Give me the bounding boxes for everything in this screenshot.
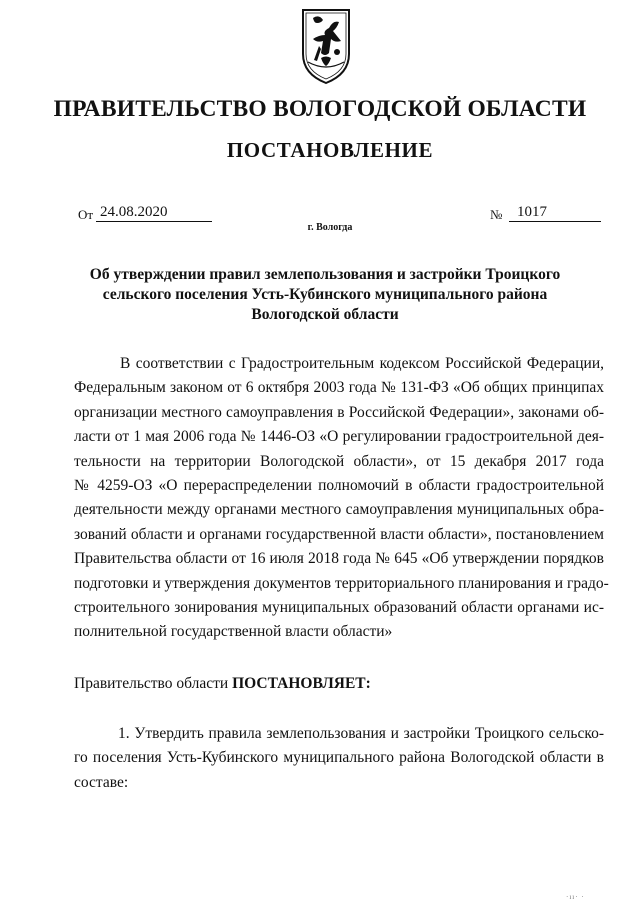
decree-statement [74, 675, 371, 693]
text-line: деятельности между органами местного самоуправления муниципальных обра- [74, 501, 604, 519]
text-line: № 4259-ОЗ «О перераспределении полномочий в области градостроительной [74, 477, 604, 495]
document-date: 24.08.2020 [96, 204, 212, 222]
decree-word: ПОСТАНОВЛЯЕТ: [232, 675, 371, 692]
document-subject [60, 265, 590, 325]
subject-line: Об утверждении правил землепользования и застройки Троицкого [89, 266, 561, 283]
vologda-coat-of-arms-icon [299, 6, 353, 86]
text-line: полнительной государственной власти области» [74, 623, 393, 641]
date-label: От [78, 207, 94, 222]
subject-line: сельского поселения Усть-Кубинского муниципального района [102, 286, 548, 303]
text-line: Федеральным законом от 6 октября 2003 года № 131-ФЗ «Об общих принципах [74, 379, 604, 397]
text-line: тельности на территории Вологодской области», от 15 декабря 2017 года [74, 452, 604, 470]
city-name: г. Вологда [307, 222, 353, 233]
organization-title: ПРАВИТЕЛЬСТВО ВОЛОГОДСКОЙ ОБЛАСТИ [53, 96, 587, 122]
subject-line: Вологодской области [251, 306, 399, 323]
number-label: № [490, 207, 503, 222]
text-line: 1. Утвердить правила землепользования и застройки Троицкого сельско- [118, 725, 604, 742]
text-line: организации местного самоуправления в Российской Федерации», законами об- [74, 403, 604, 421]
document-type: ПОСТАНОВЛЕНИЕ [226, 138, 434, 162]
item-1-paragraph [74, 722, 604, 795]
text-line: Правительства области от 16 июля 2018 года № 645 «Об утверждении порядков [74, 550, 604, 568]
preamble-paragraph [74, 352, 609, 645]
text-line: строительного зонирования муниципальных образований области органами ис- [74, 599, 604, 617]
text-line: го поселения Усть-Кубинского муниципального района Вологодской области в [74, 749, 604, 767]
text-line: В соответствии с Градостроительным кодексом Российской Федерации, [120, 355, 604, 372]
decree-prefix: Правительство области [74, 675, 229, 692]
text-line: ласти от 1 мая 2006 года № 1446-ОЗ «О регулировании градостроительной дея- [74, 428, 604, 446]
document-number: 1017 [509, 204, 601, 222]
text-line: составе: [74, 773, 129, 791]
scan-mark: ·ıı· · [566, 893, 585, 901]
text-line: подготовки и утверждения документов территориального планирования и градо- [74, 574, 609, 592]
text-line: зований области и органами государственной власти области», постановлением [74, 525, 604, 543]
